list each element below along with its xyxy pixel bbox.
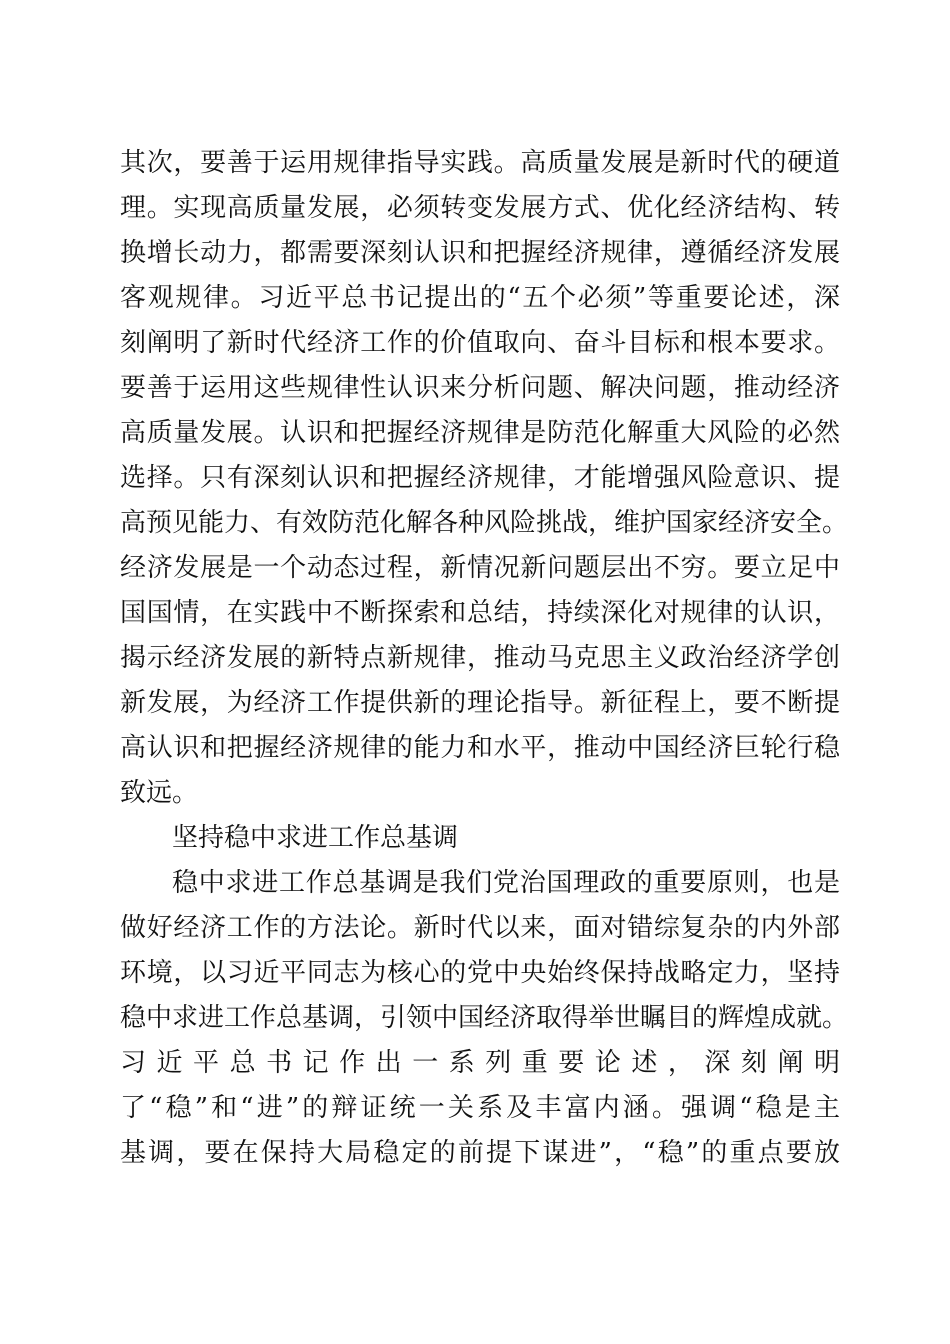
text-line: 致远。 [120,778,199,808]
section-stability [120,816,849,1176]
text-line: 其次，要善于运用规律指导实践。高质量发展是新时代的硬道 [120,148,840,178]
text-line: 高质量发展。认识和把握经济规律是防范化解重大风险的必然 [120,418,840,448]
text-line: 高认识和把握经济规律的能力和水平，推动中国经济巨轮行稳 [120,733,840,763]
text-line: 刻阐明了新时代经济工作的价值取向、奋斗目标和根本要求。 [120,328,840,358]
text-line: 选择。只有深刻认识和把握经济规律，才能增强风险意识、提 [120,463,840,493]
text-line: 环境，以习近平同志为核心的党中央始终保持战略定力，坚持 [120,958,840,988]
text-line: 稳中求进工作总基调是我们党治国理政的重要原则，也是 [172,868,840,898]
text-line: 基调，要在保持大局稳定的前提下谋进”，“稳”的重点要放 [120,1138,840,1168]
text-line: 新发展，为经济工作提供新的理论指导。新征程上，要不断提 [120,688,840,718]
paragraph-economic-laws [120,141,849,816]
text-line: 做好经济工作的方法论。新时代以来，面对错综复杂的内外部 [120,913,840,943]
text-line: 高预见能力、有效防范化解各种风险挑战，维护国家经济安全。 [120,508,849,538]
text-line: 国国情，在实践中不断探索和总结，持续深化对规律的认识， [120,598,840,628]
section-heading: 坚持稳中求进工作总基调 [172,823,459,853]
text-line: 稳中求进工作总基调，引领中国经济取得举世瞩目的辉煌成就。 [120,1003,849,1033]
text-line: 习近平总书记作出一系列重要论述，深刻阐明 [120,1048,840,1078]
text-line: 客观规律。习近平总书记提出的“五个必须”等重要论述，深 [120,283,840,313]
text-line: 换增长动力，都需要深刻认识和把握经济规律，遵循经济发展 [120,238,840,268]
text-line: 揭示经济发展的新特点新规律，推动马克思主义政治经济学创 [120,643,840,673]
text-line: 要善于运用这些规律性认识来分析问题、解决问题，推动经济 [120,373,840,403]
text-line: 理。实现高质量发展，必须转变发展方式、优化经济结构、转 [120,193,840,223]
text-line: 经济发展是一个动态过程，新情况新问题层出不穷。要立足中 [120,553,840,583]
text-line: 了“稳”和“进”的辩证统一关系及丰富内涵。强调“稳是主 [120,1093,840,1123]
